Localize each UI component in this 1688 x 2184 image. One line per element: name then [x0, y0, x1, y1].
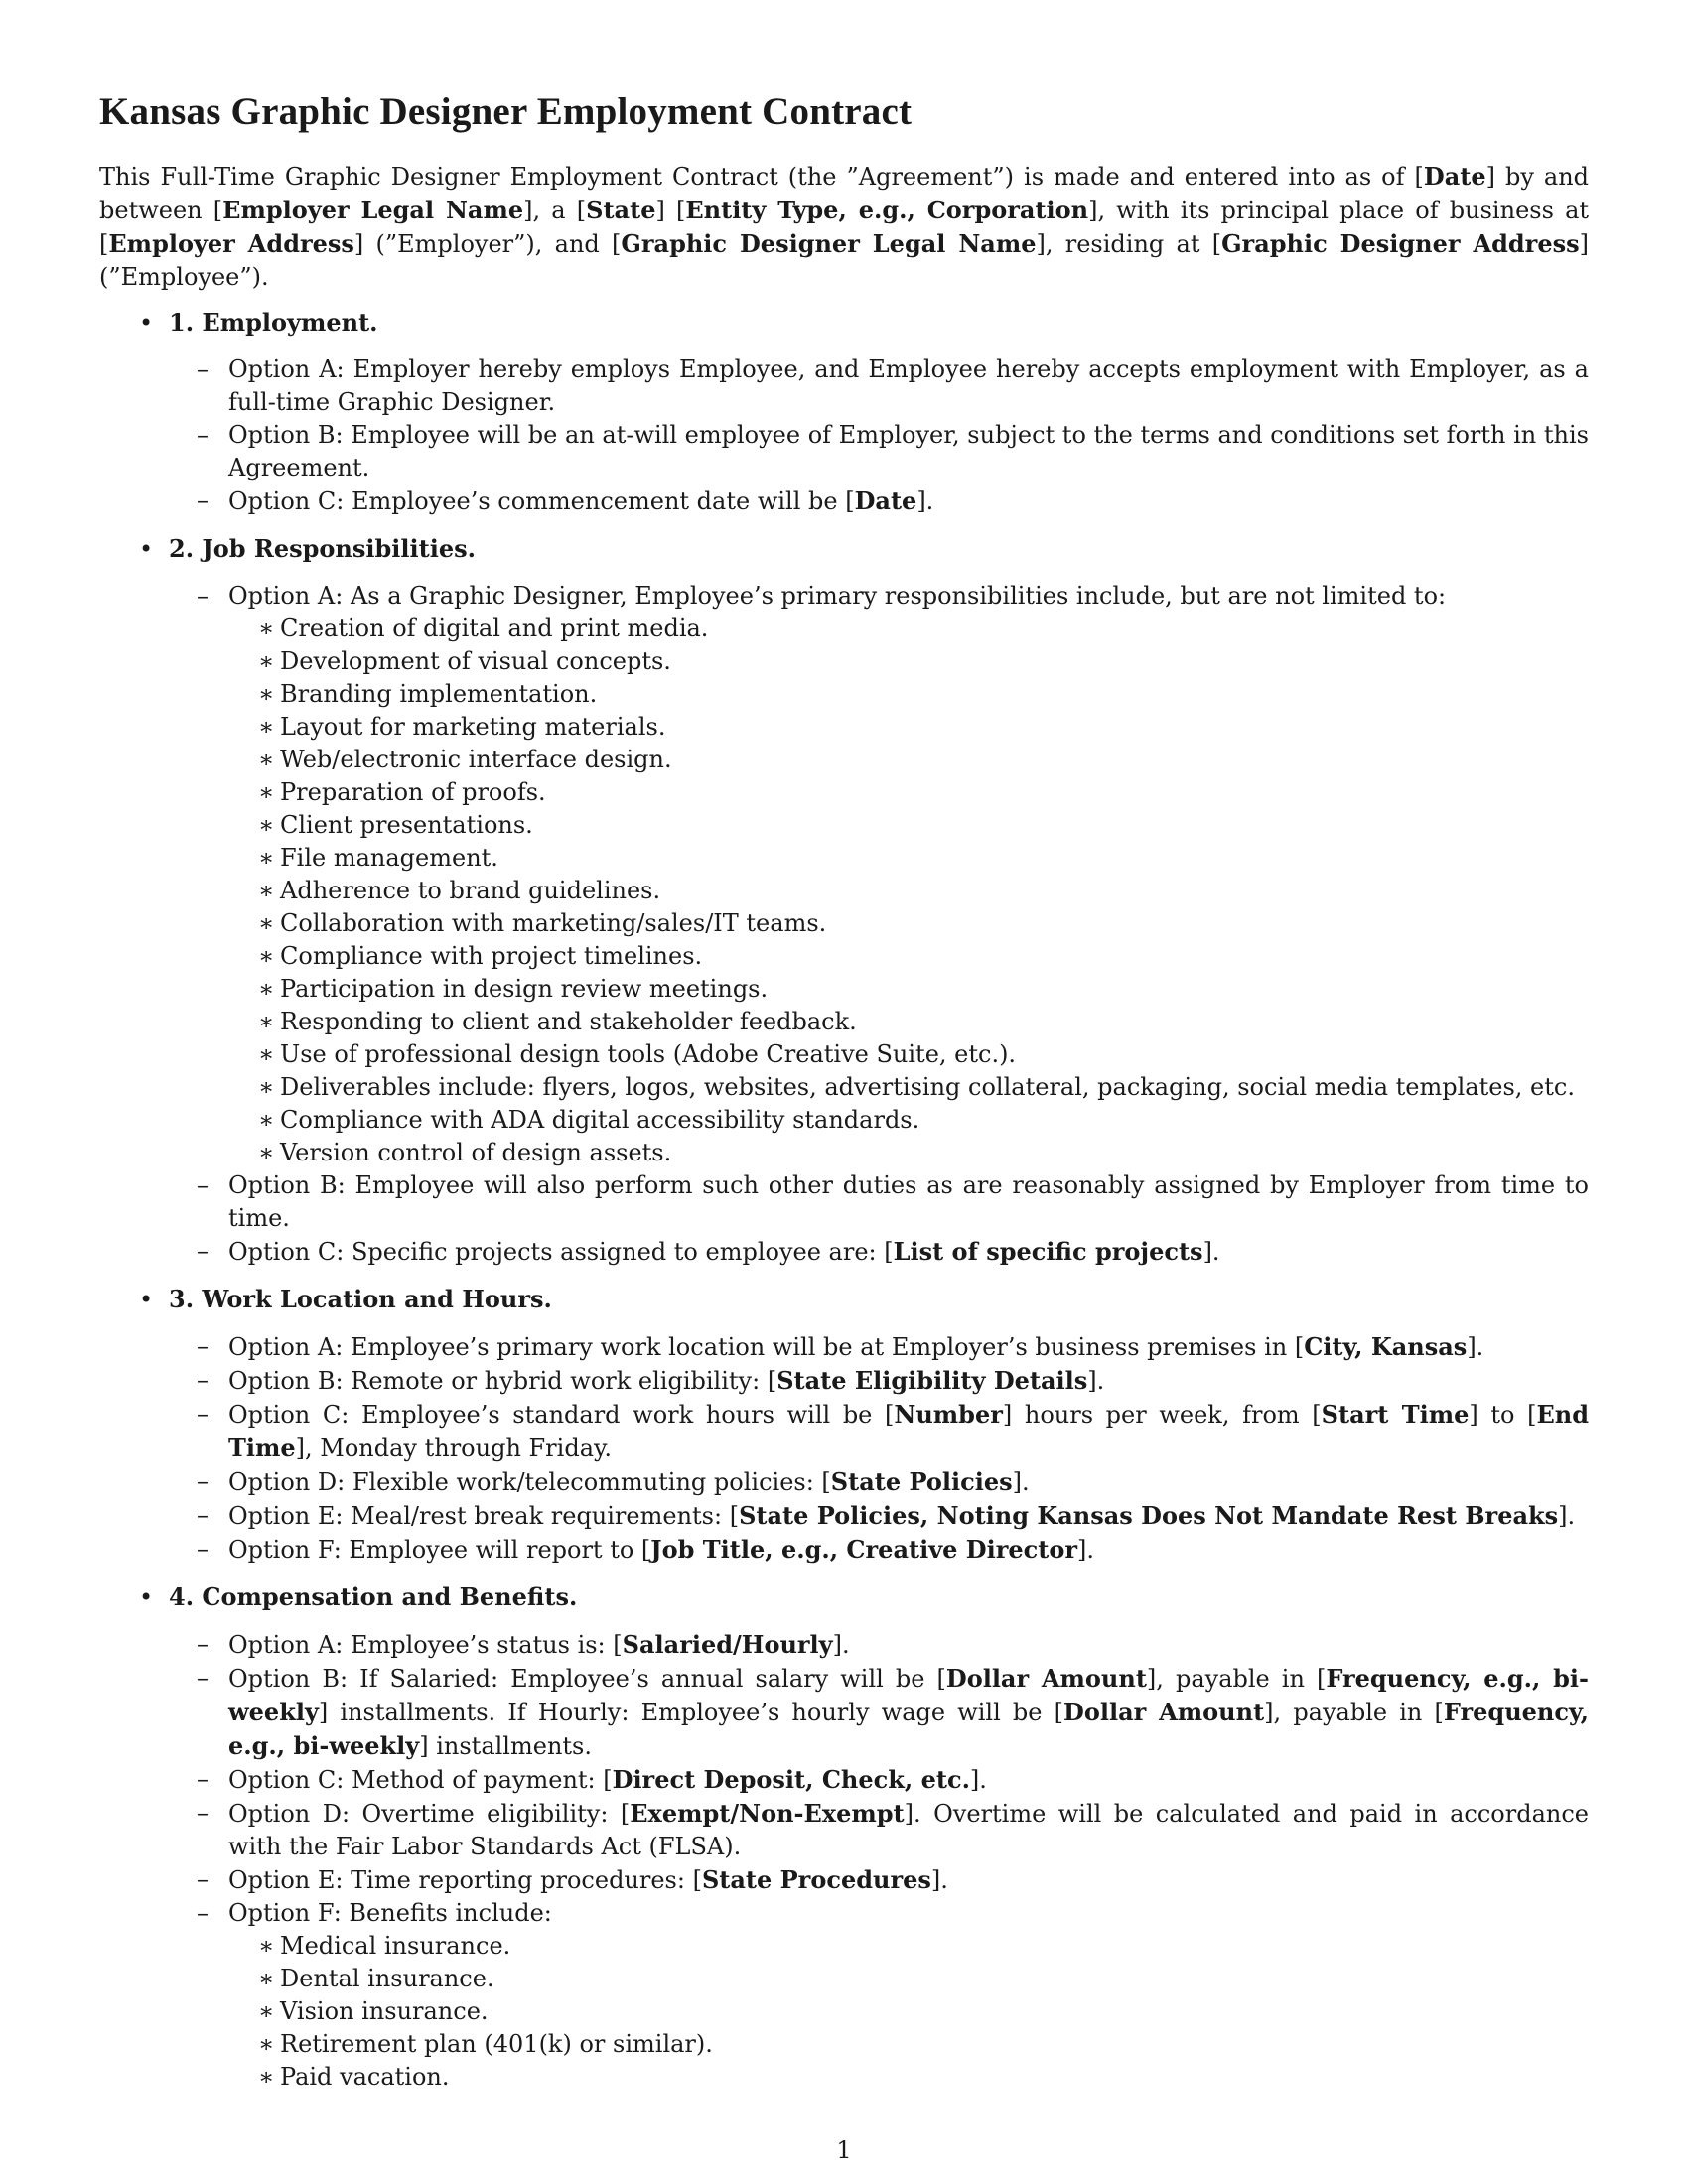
placeholder-field: State Policies: [830, 1467, 1013, 1496]
placeholder-field: Employer Legal Name: [222, 196, 524, 224]
text-run: Option A: Employee’s primary work location will be at Employer’s business premises in [: [228, 1333, 1305, 1361]
option-item: [169, 1398, 1589, 1465]
option-text: [228, 1238, 1220, 1266]
bullet-icon: •: [139, 1286, 154, 1313]
option-text: [228, 1171, 1589, 1232]
placeholder-field: Exempt/Non-Exempt: [630, 1799, 905, 1828]
sub-item: [228, 678, 1589, 711]
option-text: [228, 1800, 1589, 1860]
dash-icon: –: [197, 1467, 209, 1495]
bullet-icon: •: [139, 309, 154, 337]
asterisk-icon: ∗: [258, 746, 275, 773]
option-list: [169, 1330, 1589, 1567]
option-list: [169, 580, 1589, 1269]
sub-list: [228, 613, 1589, 1169]
asterisk-icon: ∗: [258, 1932, 275, 1960]
placeholder-field: Date: [854, 486, 917, 515]
sub-item: [228, 1006, 1589, 1038]
asterisk-icon: ∗: [258, 1008, 275, 1035]
sub-item: [228, 973, 1589, 1006]
text-run: Option C: Method of payment: [: [228, 1766, 613, 1794]
dash-icon: –: [197, 1664, 209, 1692]
dash-icon: –: [197, 1765, 209, 1793]
text-run: ], payable in [: [1264, 1699, 1444, 1726]
sub-item-text: Vision insurance.: [280, 1997, 489, 2025]
text-run: ], payable in [: [1146, 1665, 1327, 1693]
placeholder-field: Dollar Amount: [945, 1664, 1147, 1693]
text-run: ].: [916, 487, 934, 515]
text-run: ].: [1012, 1468, 1030, 1496]
asterisk-icon: ∗: [258, 614, 275, 642]
dash-icon: –: [197, 1799, 209, 1827]
option-text: [228, 1766, 987, 1794]
text-run: ].: [930, 1866, 948, 1894]
asterisk-icon: ∗: [258, 2063, 275, 2091]
placeholder-field: End Time: [228, 1400, 1589, 1462]
asterisk-icon: ∗: [258, 1965, 275, 1992]
text-run: ].: [1558, 1502, 1576, 1530]
option-item: [169, 580, 1589, 1169]
option-item: [169, 1628, 1589, 1662]
sub-item-text: Use of professional design tools (Adobe Creative Suite, etc.).: [280, 1040, 1017, 1068]
sub-item-text: Medical insurance.: [280, 1932, 511, 1960]
text-run: ].: [1202, 1238, 1220, 1266]
section-item: [99, 532, 1589, 1269]
section-item: [99, 1283, 1589, 1567]
sub-item: [228, 711, 1589, 744]
text-run: ] to [: [1469, 1401, 1537, 1429]
placeholder-field: List of specific projects: [893, 1237, 1203, 1266]
text-run: ] (”Employee”).: [99, 230, 1589, 291]
sub-item: [228, 645, 1589, 678]
option-text: [228, 487, 933, 515]
asterisk-icon: ∗: [258, 942, 275, 970]
option-text: [228, 1631, 850, 1659]
text-run: ] installments. If Hourly: Employee’s hourly wage will be [: [318, 1699, 1064, 1726]
dash-icon: –: [197, 1865, 209, 1893]
option-item: [169, 1797, 1589, 1863]
sub-item-text: File management.: [280, 844, 498, 872]
bullet-icon: •: [139, 535, 154, 563]
placeholder-field: Employer Address: [108, 229, 354, 258]
text-run: ], residing at [: [1036, 230, 1222, 258]
sub-item-text: Web/electronic interface design.: [280, 746, 672, 773]
sub-item-text: Adherence to brand guidelines.: [280, 877, 661, 904]
sub-item-text: Branding implementation.: [280, 680, 598, 708]
option-text: [228, 582, 1446, 610]
section-list: [99, 306, 1589, 2094]
document-title: Kansas Graphic Designer Employment Contract: [99, 90, 913, 133]
option-item: [169, 1235, 1589, 1269]
sub-item: [228, 613, 1589, 645]
dash-icon: –: [197, 1535, 209, 1563]
option-text: [228, 1665, 1589, 1760]
text-run: Option A: Employee’s status is: [: [228, 1631, 623, 1659]
placeholder-field: State Procedures: [701, 1865, 931, 1894]
placeholder-field: Graphic Designer Address: [1221, 229, 1580, 258]
text-run: Option B: If Salaried: Employee’s annual salary will be [: [228, 1665, 946, 1693]
option-item: [169, 1330, 1589, 1364]
placeholder-field: Graphic Designer Legal Name: [621, 229, 1037, 258]
option-item: [169, 1364, 1589, 1398]
asterisk-icon: ∗: [258, 811, 275, 839]
document-page: [99, 89, 1589, 2108]
section-item: [99, 306, 1589, 518]
placeholder-field: Entity Type, e.g., Corporation: [685, 196, 1089, 224]
text-run: Option C: Specific projects assigned to employee are: [: [228, 1238, 894, 1266]
sub-item-text: Preparation of proofs.: [280, 778, 546, 806]
dash-icon: –: [197, 1899, 209, 1927]
asterisk-icon: ∗: [258, 1139, 275, 1166]
section-title: 4. Compensation and Benefits.: [169, 1582, 578, 1611]
placeholder-field: Start Time: [1321, 1400, 1470, 1429]
text-run: ] by and between [: [99, 163, 1590, 224]
dash-icon: –: [197, 1366, 209, 1394]
text-run: Option B: Remote or hybrid work eligibility: [: [228, 1367, 777, 1395]
option-text: [228, 1502, 1575, 1530]
asterisk-icon: ∗: [258, 1073, 275, 1101]
sub-item-text: Collaboration with marketing/sales/IT teams.: [280, 909, 827, 937]
placeholder-field: Number: [894, 1400, 1003, 1429]
dash-icon: –: [197, 355, 209, 383]
asterisk-icon: ∗: [258, 877, 275, 904]
text-run: ].: [1087, 1367, 1105, 1395]
placeholder-field: Frequency, e.g., bi-weekly: [228, 1664, 1589, 1726]
asterisk-icon: ∗: [258, 2030, 275, 2058]
asterisk-icon: ∗: [258, 1040, 275, 1068]
intro-paragraph: [99, 160, 1589, 294]
sub-item: [228, 1930, 1589, 1963]
option-text: [228, 421, 1589, 481]
placeholder-field: Salaried/Hourly: [622, 1630, 833, 1659]
option-item: [169, 1465, 1589, 1499]
sub-item-text: Participation in design review meetings.: [280, 975, 769, 1003]
sub-item: [228, 1995, 1589, 2028]
sub-item-text: Compliance with ADA digital accessibility standards.: [280, 1106, 920, 1134]
sub-item: [228, 1071, 1589, 1104]
text-run: Option B: Employee will be an at-will employee of Employer, subject to the terms and conditions set forth in this Agreement.: [228, 421, 1589, 481]
text-run: ].: [832, 1631, 850, 1659]
option-text: [228, 1866, 948, 1894]
text-run: Option B: Employee will also perform such other duties as are reasonably assigned by Employer from time to time.: [228, 1171, 1589, 1232]
sub-item: [228, 2028, 1589, 2061]
sub-item-text: Deliverables include: flyers, logos, websites, advertising collateral, packaging, social media templates, etc.: [280, 1073, 1575, 1101]
dash-icon: –: [197, 1171, 209, 1199]
sub-item: [228, 1104, 1589, 1137]
asterisk-icon: ∗: [258, 844, 275, 872]
sub-item-text: Responding to client and stakeholder feedback.: [280, 1008, 857, 1035]
option-text: [228, 1401, 1589, 1462]
text-run: ].: [1467, 1333, 1484, 1361]
sub-item: [228, 1137, 1589, 1169]
text-run: Option A: As a Graphic Designer, Employee’s primary responsibilities include, but are not limited to:: [228, 582, 1447, 610]
option-text: [228, 355, 1589, 416]
option-item: [169, 1499, 1589, 1533]
text-run: Option D: Flexible work/telecommuting policies: [: [228, 1468, 831, 1496]
section-title: 2. Job Responsibilities.: [169, 534, 476, 563]
sub-item-text: Compliance with project timelines.: [280, 942, 703, 970]
placeholder-field: Frequency, e.g., bi-weekly: [228, 1698, 1589, 1760]
placeholder-field: State Eligibility Details: [776, 1366, 1088, 1395]
text-run: Option F: Employee will report to [: [228, 1536, 651, 1564]
asterisk-icon: ∗: [258, 713, 275, 741]
text-run: Option F: Benefits include:: [228, 1899, 552, 1927]
text-run: ], Monday through Friday.: [295, 1434, 613, 1462]
dash-icon: –: [197, 1400, 209, 1428]
sub-item: [228, 809, 1589, 842]
dash-icon: –: [197, 1332, 209, 1360]
sub-item: [228, 776, 1589, 809]
sub-item: [228, 842, 1589, 875]
text-run: ] [: [655, 197, 686, 224]
placeholder-field: State Policies, Noting Kansas Does Not Mandate Rest Breaks: [739, 1501, 1559, 1530]
option-list: [169, 1628, 1589, 2094]
text-run: ].: [969, 1766, 987, 1794]
sub-item: [228, 744, 1589, 776]
sub-item-text: Layout for marketing materials.: [280, 713, 666, 741]
text-run: Option D: Overtime eligibility: [: [228, 1800, 631, 1828]
sub-item-text: Dental insurance.: [280, 1965, 494, 1992]
option-item: [169, 1169, 1589, 1235]
dash-icon: –: [197, 582, 209, 610]
option-text: [228, 1367, 1104, 1395]
placeholder-field: Direct Deposit, Check, etc.: [612, 1765, 970, 1794]
dash-icon: –: [197, 486, 209, 514]
text-run: ], a [: [523, 197, 587, 224]
sub-item-text: Paid vacation.: [280, 2063, 450, 2091]
dash-icon: –: [197, 1630, 209, 1658]
dash-icon: –: [197, 1501, 209, 1529]
option-text: [228, 1536, 1094, 1564]
option-item: [169, 1897, 1589, 2094]
text-run: Option E: Time reporting procedures: [: [228, 1866, 702, 1894]
text-run: ] (”Employer”), and [: [353, 230, 622, 258]
text-run: Option C: Employee’s standard work hours will be [: [228, 1401, 895, 1429]
placeholder-field: Job Title, e.g., Creative Director: [650, 1535, 1077, 1564]
sub-item: [228, 1038, 1589, 1071]
text-run: This Full-Time Graphic Designer Employment Contract (the ”Agreement”) is made and entered into as of [: [99, 163, 1424, 191]
sub-item: [228, 1963, 1589, 1995]
placeholder-field: Dollar Amount: [1063, 1698, 1265, 1726]
option-text: [228, 1333, 1483, 1361]
option-text: [228, 1899, 552, 1927]
asterisk-icon: ∗: [258, 975, 275, 1003]
sub-item: [228, 2061, 1589, 2094]
sub-item-text: Development of visual concepts.: [280, 647, 671, 675]
option-item: [169, 1763, 1589, 1797]
sub-item-text: Client presentations.: [280, 811, 533, 839]
text-run: ]. Overtime will be calculated and paid in accordance with the Fair Labor Standards Act (FLSA).: [228, 1800, 1589, 1860]
asterisk-icon: ∗: [258, 909, 275, 937]
text-run: ].: [1076, 1536, 1094, 1564]
text-run: ] hours per week, from [: [1002, 1401, 1322, 1429]
text-run: ] installments.: [419, 1732, 592, 1760]
text-run: Option C: Employee’s commencement date will be [: [228, 487, 855, 515]
placeholder-field: City, Kansas: [1304, 1332, 1468, 1361]
sub-item-text: Creation of digital and print media.: [280, 614, 709, 642]
sub-list: [228, 1930, 1589, 2094]
option-item: [169, 1863, 1589, 1897]
sub-item-text: Retirement plan (401(k) or similar).: [280, 2030, 713, 2058]
sub-item: [228, 907, 1589, 940]
page-number: 1: [836, 2136, 852, 2164]
sub-item: [228, 875, 1589, 907]
option-list: [169, 353, 1589, 518]
asterisk-icon: ∗: [258, 1997, 275, 2025]
option-item: [169, 353, 1589, 419]
asterisk-icon: ∗: [258, 778, 275, 806]
asterisk-icon: ∗: [258, 1106, 275, 1134]
asterisk-icon: ∗: [258, 680, 275, 708]
text-run: Option E: Meal/rest break requirements: [: [228, 1502, 740, 1530]
option-item: [169, 484, 1589, 518]
dash-icon: –: [197, 421, 209, 449]
placeholder-field: State: [586, 196, 656, 224]
dash-icon: –: [197, 1237, 209, 1265]
section-title: 3. Work Location and Hours.: [169, 1285, 552, 1313]
option-item: [169, 1662, 1589, 1763]
bullet-icon: •: [139, 1583, 154, 1611]
placeholder-field: Date: [1423, 162, 1486, 191]
text-run: ], with its principal place of business at [: [99, 197, 1590, 258]
section-title: 1. Employment.: [169, 308, 378, 337]
section-item: [99, 1580, 1589, 2094]
option-item: [169, 419, 1589, 484]
sub-item-text: Version control of design assets.: [280, 1139, 672, 1166]
sub-item: [228, 940, 1589, 973]
text-run: Option A: Employer hereby employs Employee, and Employee hereby accepts employment with Employer, as a full-time Graphic Designer.: [228, 355, 1589, 416]
asterisk-icon: ∗: [258, 647, 275, 675]
option-item: [169, 1533, 1589, 1567]
option-text: [228, 1468, 1030, 1496]
